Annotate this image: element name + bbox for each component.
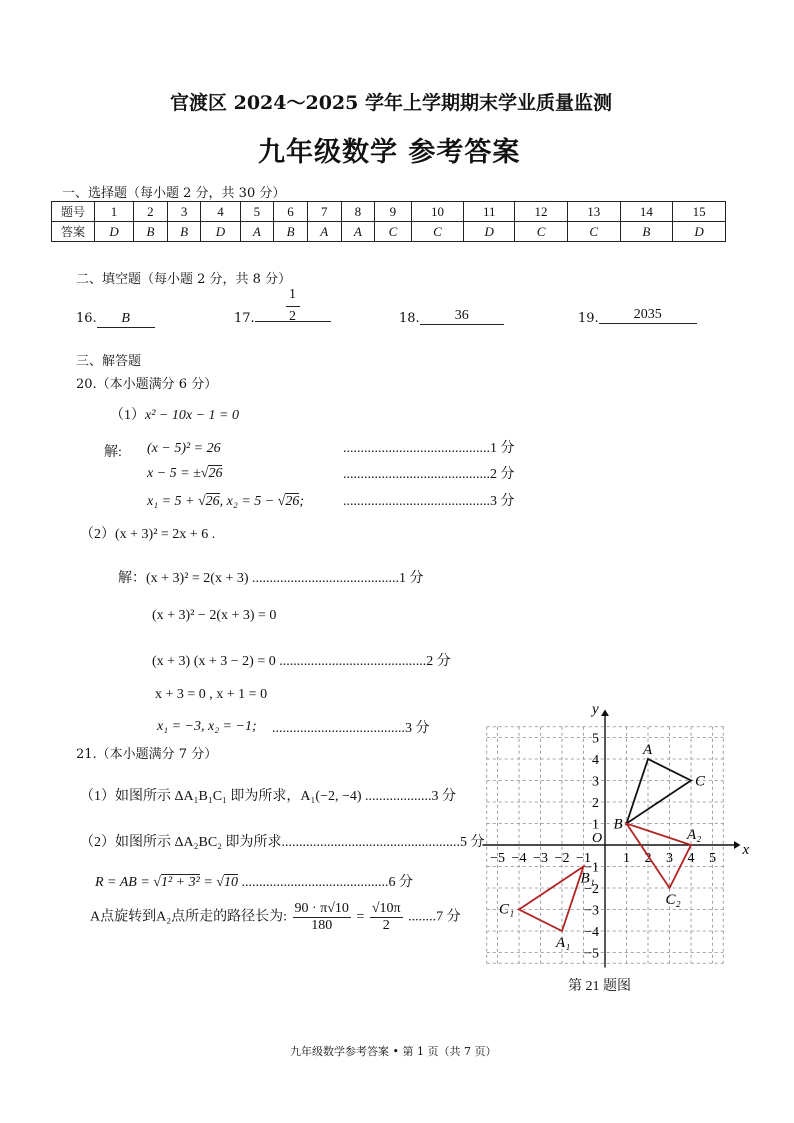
table-cell: C [515, 222, 568, 242]
table-cell: 5 [240, 202, 274, 222]
q21-part1: （1）如图所示 ΔA₁B₁C₁ 即为所求，A₁(−2, −4) ...................3 分 [80, 789, 457, 804]
figure-caption: 第 21 题图 [568, 979, 631, 994]
y-axis-label: y [592, 701, 599, 718]
q21-header: 21.（本小题满分 7 分） [76, 747, 218, 762]
q20-line2: x − 5 = ±√26 [147, 466, 223, 481]
table-cell: B [134, 222, 168, 242]
q20-line3-e: ; [299, 494, 305, 509]
section2-title: 二、填空题（每小题 2 分，共 8 分） [76, 272, 292, 287]
y-tick-label: −3 [584, 903, 599, 919]
origin-label: O [592, 831, 603, 846]
q20-line3-radicand2: 26 [285, 494, 300, 509]
y-tick-label: 1 [592, 817, 599, 833]
table-cell: B [274, 222, 308, 242]
q21-fraction2-den: 2 [382, 918, 390, 933]
q17-label: 17. [234, 311, 255, 326]
table-cell: 4 [201, 202, 240, 222]
point-label-c2: C₂ [665, 892, 681, 908]
table-cell: D [673, 222, 726, 242]
q20-line1-score: ..........................................1 分 [343, 441, 515, 456]
q20-line3-c: , x₂ = 5 − [219, 494, 278, 509]
table-cell: D [464, 222, 515, 242]
q21-equals: = [356, 909, 365, 925]
table-header-cell: 题号 [52, 202, 95, 222]
q21-radius-a: R = AB = [95, 875, 154, 890]
q20-line2-a: x − 5 = ± [147, 466, 201, 481]
table-cell: 10 [411, 202, 464, 222]
q20-part1-equation: x² − 10x − 1 = 0 [145, 408, 239, 423]
q20-part2-step5: x₁ = −3, x₂ = −1; [157, 719, 257, 734]
x-tick-label: −5 [490, 851, 505, 866]
q21-radius: R = AB = √1² + 3² = √10 ..........................................6 分 [95, 875, 413, 890]
q21-path [90, 901, 461, 934]
coordinate-figure [470, 700, 760, 975]
q21-part2: （2）如图所示 ΔA₂BC₂ 即为所求...................................................5 分 [80, 835, 485, 850]
q20-line2-score: ..........................................2 分 [343, 467, 515, 482]
q20-part2-step5-score: ......................................3 分 [272, 721, 430, 736]
x-tick-label: −2 [554, 851, 570, 866]
table-header-cell: 答案 [52, 222, 95, 242]
y-axis-arrow [601, 710, 609, 716]
q20-sol-label: 解: [104, 445, 122, 460]
triangle-abc [627, 759, 692, 824]
table-cell: 8 [341, 202, 375, 222]
document-title: 官渡区 2024～2025 学年上学期期末学业质量监测 [170, 92, 612, 114]
x-axis-arrow [734, 841, 740, 849]
point-label-c: C [695, 773, 706, 790]
point-label-c1: C₁ [499, 901, 515, 918]
y-tick-label: −1 [584, 860, 599, 876]
page-footer: 九年级数学参考答案 • 第 1 页（共 7 页） [290, 1045, 497, 1058]
q20-part2-step3: (x + 3) (x + 3 − 2) = 0 ..........................................2 分 [152, 654, 451, 669]
q21-fraction1-den: 180 [311, 918, 333, 933]
x-tick-label: −1 [576, 851, 591, 866]
table-cell: D [201, 222, 240, 242]
q19 [578, 307, 697, 328]
q20-line3-score: ..........................................3 分 [343, 494, 515, 509]
y-tick-label: −2 [584, 882, 599, 897]
q20-line2-radicand: 26 [208, 466, 223, 481]
table-cell: 6 [274, 202, 308, 222]
q20-part2: （2）(x + 3)² = 2x + 6 . [80, 527, 216, 542]
q21-fraction1 [293, 901, 351, 934]
x-tick-label: 1 [623, 851, 630, 866]
table-cell: C [567, 222, 620, 242]
table-cell: B [620, 222, 673, 242]
triangle-a1b1c1 [519, 867, 584, 932]
y-tick-label: 4 [592, 753, 599, 768]
point-label-b1: B₁ [580, 870, 595, 887]
q16-label: 16. [76, 311, 97, 326]
y-tick-label: 5 [592, 731, 599, 747]
table-cell: 2 [134, 202, 168, 222]
q20-line3-a: x₁ = 5 + [147, 494, 198, 509]
section3-title: 三、解答题 [76, 354, 142, 369]
table-cell: 15 [673, 202, 726, 222]
q21-fraction2 [370, 901, 403, 934]
triangle-a2bc2 [627, 824, 692, 889]
x-tick-label: −3 [533, 851, 548, 866]
q20-part1-label: （1） [110, 408, 145, 423]
q21-path-text: A点旋转到A₂点所走的路径长为: [90, 909, 287, 925]
q16-answer: B [97, 311, 155, 328]
x-tick-label: 3 [666, 851, 673, 866]
table-cell: 12 [515, 202, 568, 222]
x-tick-label: 2 [644, 851, 652, 866]
x-tick-label: 4 [687, 851, 695, 866]
q21-radius-c: = [199, 875, 217, 890]
q16 [76, 311, 155, 328]
section1-title: 一、选择题（每小题 2 分，共 30 分） [62, 186, 286, 201]
q21-radius-d: 10 [223, 875, 238, 890]
q20-line3: x₁ = 5 + √26, x₂ = 5 − √26; [147, 494, 305, 509]
table-cell: A [240, 222, 274, 242]
q20-line3-radicand1: 26 [205, 494, 220, 509]
q21-path-score: ........7 分 [408, 909, 461, 925]
point-label-b: B [613, 816, 623, 833]
x-axis-label: x [742, 842, 750, 858]
answer-table-row-numbers [52, 202, 726, 222]
q17-denominator: 2 [289, 309, 296, 324]
q17-fraction-bar [286, 306, 300, 307]
y-tick-label: −5 [584, 946, 599, 962]
q21-fraction2-num: √10π [371, 901, 401, 916]
q19-label: 19. [578, 311, 599, 326]
table-cell: D [95, 222, 134, 242]
answer-table-row-answers [52, 222, 726, 242]
answer-table [51, 201, 726, 242]
table-cell: B [167, 222, 201, 242]
table-cell: 9 [375, 202, 411, 222]
point-label-a: A [643, 742, 653, 758]
q21-radius-score: ..........................................6 分 [237, 875, 413, 890]
q18-label: 18. [399, 311, 420, 326]
table-cell: A [341, 222, 375, 242]
table-cell: 11 [464, 202, 515, 222]
q21-fraction1-num: 90 · π√10 [294, 901, 349, 916]
q17-numerator: 1 [289, 287, 296, 302]
q21-radius-b: 1² + 3² [160, 875, 200, 890]
point-label-a2: A₂ [687, 827, 702, 843]
y-tick-label: −4 [584, 925, 599, 940]
document-subtitle: 九年级数学 参考答案 [258, 137, 521, 168]
q20-part2-step2: (x + 3)² − 2(x + 3) = 0 [152, 608, 277, 623]
x-tick-label: 5 [709, 851, 716, 866]
y-tick-label: 2 [592, 796, 599, 811]
q20-part2-step1: 解：(x + 3)² = 2(x + 3) ..........................................1 分 [118, 571, 424, 586]
table-cell: 1 [95, 202, 134, 222]
table-cell: A [307, 222, 341, 242]
q20-part2-step4: x + 3 = 0 , x + 1 = 0 [155, 687, 268, 702]
table-cell: C [375, 222, 411, 242]
q18 [399, 308, 504, 328]
x-tick-label: −4 [511, 851, 527, 866]
table-cell: 13 [567, 202, 620, 222]
y-tick-label: 3 [592, 774, 599, 790]
q17 [234, 311, 331, 326]
q18-answer: 36 [420, 308, 504, 325]
q20-line1: (x − 5)² = 26 [147, 441, 221, 456]
table-cell: 3 [167, 202, 201, 222]
table-cell: C [411, 222, 464, 242]
q19-answer: 2035 [599, 307, 697, 324]
q20-header: 20.（本小题满分 6 分） [76, 377, 218, 392]
q20-part1 [110, 404, 239, 424]
table-cell: 14 [620, 202, 673, 222]
table-cell: 7 [307, 202, 341, 222]
point-label-a1: A₁ [556, 935, 571, 951]
